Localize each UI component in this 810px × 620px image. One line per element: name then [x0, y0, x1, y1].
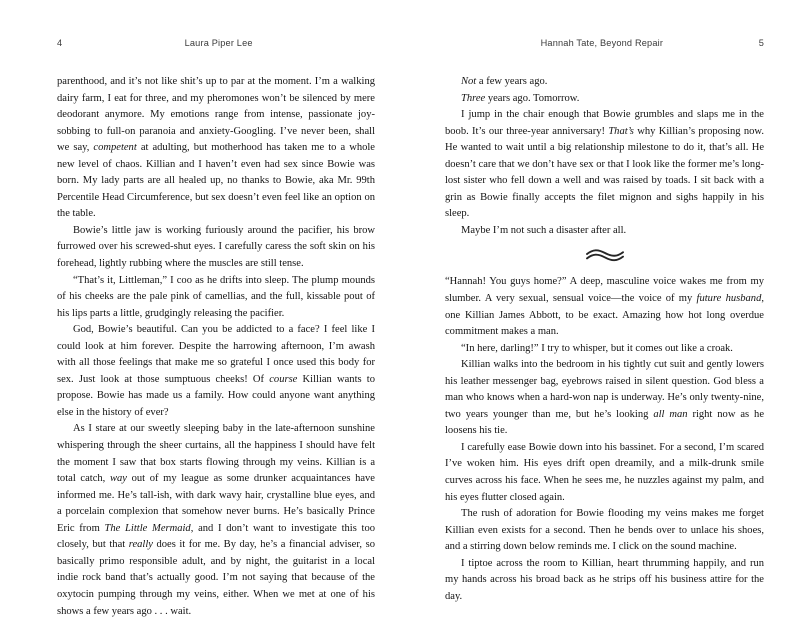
paragraph: Bowie’s little jaw is working furiously around the pacifier, his brow furrowed over his screwed-shut eyes. I carefully caress the soft skin on his forehead, lightly rubbing where the muscles are still tense.	[57, 224, 375, 270]
italic-run: Three	[461, 92, 486, 104]
paragraph: “In here, darling!” I try to whisper, but it comes out like a croak.	[461, 342, 733, 354]
paragraph: Maybe I’m not such a disaster after all.	[461, 224, 627, 236]
recto-paragraphs-after-break	[445, 274, 764, 605]
folio-recto: 5	[758, 38, 764, 48]
italic-run: course	[269, 373, 298, 385]
italic-run: really	[128, 539, 153, 551]
paragraph: I jump in the chair enough that Bowie grumbles and slaps me in the boob. It’s our three-year anniversary! That’s why Killian’s proposing now. He wanted to wait until a big relationship milestone to do it, that’s all. He doesn’t care that we don’t have sex or that I look like the former me’s long-lost sister who fell down a well and was raised by toads. I sit back with a grin as Bowie finally accepts the filet mignon and sighs happily in his sleep.	[445, 109, 764, 220]
running-head-title-recto: Hannah Tate, Beyond Repair	[540, 38, 664, 48]
running-head-recto	[445, 36, 764, 50]
italic-run: The Little Mermaid	[104, 522, 191, 534]
running-head-verso	[57, 36, 375, 50]
recto-paragraphs-before-break	[445, 74, 764, 239]
paragraph: parenthood, and it’s not like shit’s up to par at the moment. I’m a walking dairy farm, I eat for three, and my pheromones won’t be silenced by mere deodorant anymore. My emotions range from intense, passionate joy-sobbing to full-on paranoia and anxiety-Googling. I’ve never been, shall we say, competent at adulting, but motherhood has taken me to a whole new level of chaos. Killian and I haven’t even had sex since Bowie was born. My lady parts are all healed up, no thanks to Bowie, aka Mr. 99th Percentile Head Circumference, but sex doesn’t even feel like an option on the table.	[57, 76, 375, 220]
text-column-verso	[57, 74, 375, 620]
paragraph: Not a few years ago.	[461, 76, 548, 87]
paragraph: I tiptoe across the room to Killian, heart thrumming happily, and run my hands across his broad back as he strips off his business attire for the day.	[445, 557, 764, 602]
paragraph: Killian walks into the bedroom in his tightly cut suit and gently lowers his leather messenger bag, eyebrows raised in silent question. God bless a man who knows when a hard-won nap is underway. He’s only twenty-nine, two years younger than me, but he’s looking all man right now as he loosens his tie.	[445, 359, 765, 437]
italic-run: That’s	[608, 125, 634, 137]
italic-run: way	[109, 473, 127, 485]
text-column-recto	[445, 74, 764, 605]
running-head-title-verso: Laura Piper Lee	[184, 38, 253, 48]
paragraph: God, Bowie’s beautiful. Can you be addicted to a face? I feel like I could look at him forever. Despite the harrowing afternoon, I’m awash with all those feelings that make me so grateful I once used this body for sex. Just look at those sumptuous cheeks! Of course Killian wants to propose. Bowie has made us a family. How could anyone want anything else in the history of ever?	[57, 324, 376, 418]
italic-run: Not	[461, 76, 477, 87]
paragraph: “Hannah! You guys home?” A deep, masculine voice wakes me from my slumber. A very sexual, sensual voice—the voice of my future husband, one Killian James Abbott, to be exact. Amazing how hot long overdue commitment makes a man.	[445, 276, 764, 338]
italic-run: all man	[653, 408, 688, 420]
paragraph: As I stare at our sweetly sleeping baby in the late-afternoon sunshine whispering through the sheer curtains, all the happiness I should have felt the moment I saw that box starts flowing through my veins. Killian is a total catch, way out of my league as some drunker acquaintances have informed me. He’s tall-ish, with dark wavy hair, crystalline blue eyes, and a porcelain complexion that somehow never burns. He’s basically Prince Eric from The Little Mermaid, and I don’t want to investigate this too closely, but that really does it for me. By day, he’s a financial adviser, so basically primo responsible adult, and by night, the guitarist in a local indie rock band that’s actually good. I’m not saying that because of the oxytocin pumping through my veins, either. When we met at one of his shows a few years ago . . . wait.	[57, 423, 376, 617]
italic-run: future husband	[696, 293, 762, 305]
paragraph: Three years ago. Tomorrow.	[461, 92, 580, 104]
italic-run: competent	[93, 142, 137, 154]
folio-verso: 4	[57, 38, 63, 48]
paragraph: I carefully ease Bowie down into his bassinet. For a second, I’m scared I’ve woken him. His eyes drift open dreamily, and a milk-drunk smile curves across his face. When he sees me, he nuzzles against my palm, and his eyes flutter closed again.	[445, 441, 764, 503]
paragraph: The rush of adoration for Bowie flooding my veins makes me forget Killian even exists for a second. Then he bends over to unlace his shoes, and a stirring down below reminds me. I click on the sound machine.	[445, 508, 764, 553]
paragraph: “That’s it, Littleman,” I coo as he drifts into sleep. The plump mounds of his cheeks are the pale pink of camellias, and the full, kissable pout of his lips parts a little, grudgingly releasing the pacifier.	[57, 274, 375, 319]
scene-break-ornament	[445, 245, 764, 265]
